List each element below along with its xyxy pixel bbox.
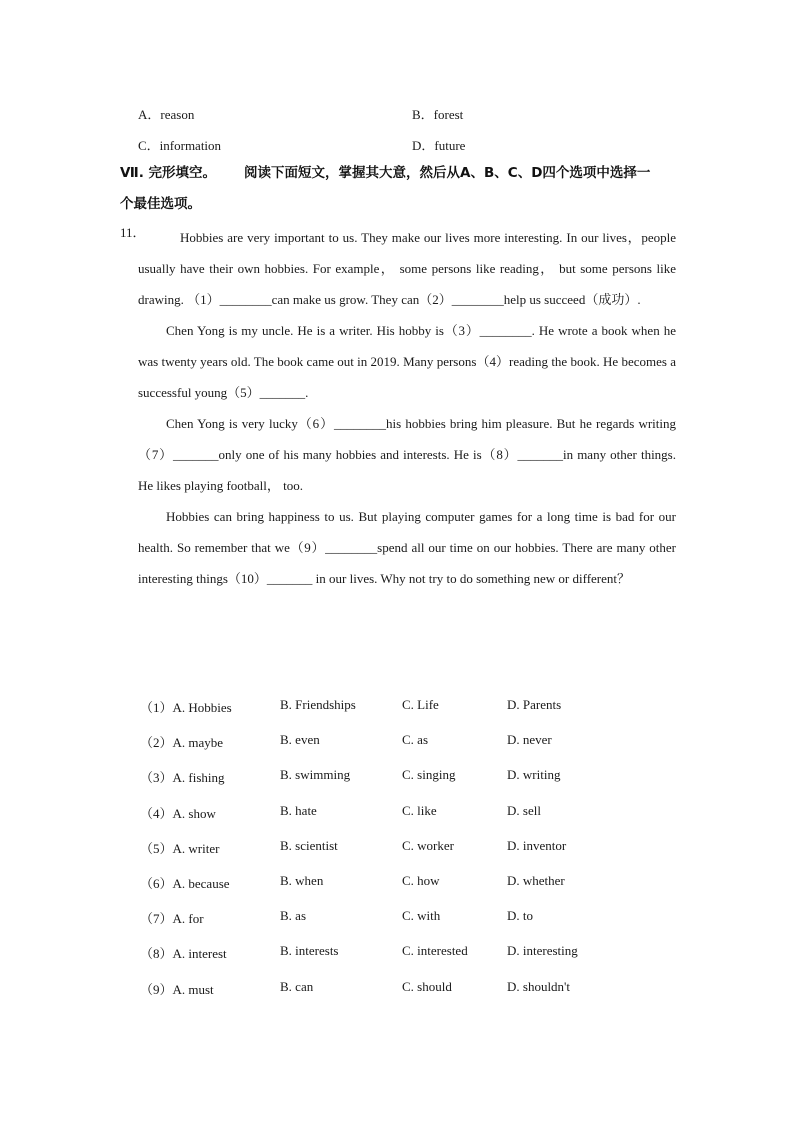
choice-c: C. should [402, 978, 452, 994]
choice-a: （5）A. writer [140, 840, 220, 856]
choice-d: D. sell [507, 802, 541, 818]
choice-row [140, 943, 680, 978]
prev-options-row [138, 135, 678, 155]
choice-a: （9）A. must [140, 981, 214, 997]
choice-a: （7）A. for [140, 911, 204, 927]
option-b: B．forest [412, 107, 464, 122]
choice-a: （1）A. Hobbies [140, 700, 232, 715]
choice-c: C. how [402, 872, 440, 888]
choice-c: C. like [402, 802, 437, 818]
choice-b: B. when [280, 872, 324, 888]
choice-d: D. whether [507, 872, 565, 888]
choice-row [140, 979, 680, 1014]
choice-d: D. Parents [507, 697, 562, 712]
choice-row [140, 732, 680, 767]
choice-d: D. interesting [507, 943, 578, 959]
choice-c: C. worker [402, 837, 454, 853]
section-instruction: 阅读下面短文，掌握其大意，然后从A、B、C、D四个选项中选择一 [244, 165, 651, 181]
choice-row [140, 873, 680, 908]
choice-a: （6）A. because [140, 875, 230, 891]
passage-paragraph: Chen Yong is very lucky（6）________his hobbies bring him pleasure. But he regards writing（7）_______only one of his many hobbies and interests. He is（8）_______in many other things. He likes playing football， too. [138, 416, 676, 493]
choice-a: （3）A. fishing [140, 770, 225, 786]
choice-b: B. interests [280, 943, 339, 959]
choice-row [140, 697, 680, 732]
passage-paragraph: Hobbies can bring happiness to us. But playing computer games for a long time is bad for our health. So remember that we（9）________spend all our time on our hobbies. There are many other interesting things（10）_______ in our lives. Why not try to do something new or different？ [138, 509, 676, 586]
option-a: A．reason [138, 107, 195, 122]
question-passage [120, 222, 676, 594]
choice-d: D. shouldn't [507, 978, 571, 994]
choice-c: C. interested [402, 943, 468, 959]
choice-d: D. never [507, 732, 552, 748]
option-c: C．information [138, 138, 222, 153]
section-instruction-cont: 个最佳选项。 [120, 196, 201, 212]
choice-a: （4）A. show [140, 805, 216, 821]
choice-c: C. singing [402, 767, 456, 783]
question-number: 11． [120, 225, 146, 240]
choice-b: B. scientist [280, 837, 338, 853]
choice-row [140, 908, 680, 943]
choice-b: B. swimming [280, 767, 351, 783]
choice-b: B. Friendships [280, 697, 356, 712]
choice-row [140, 803, 680, 838]
choice-b: B. as [280, 908, 306, 924]
choice-c: C. with [402, 908, 441, 924]
choice-b: B. even [280, 732, 320, 748]
choice-c: C. as [402, 732, 428, 748]
section-title: Ⅶ. 完形填空。 [120, 165, 217, 181]
choice-d: D. inventor [507, 837, 567, 853]
choice-d: D. to [507, 908, 533, 924]
prev-options-row [138, 104, 678, 124]
choice-b: B. hate [280, 802, 317, 818]
choice-a: （2）A. maybe [140, 735, 224, 751]
option-d: D．future [412, 138, 466, 153]
choice-a: （8）A. interest [140, 946, 227, 962]
passage-paragraph: Chen Yong is my uncle. He is a writer. His hobby is（3）________. He wrote a book when he was twenty years old. The book came out in 2019. Many persons（4）reading the book. He becomes a successful young（5）_______. [138, 323, 676, 400]
passage-paragraph: Hobbies are very important to us. They make our lives more interesting. In our lives，people usually have their own hobbies. For example， some persons like reading， but some persons like drawing. （1）________can make us grow. They can（2）________help us succeed（成功）. [138, 230, 676, 307]
choice-c: C. Life [402, 697, 439, 712]
section-heading [120, 158, 680, 220]
choice-b: B. can [280, 978, 314, 994]
choice-d: D. writing [507, 767, 561, 783]
answer-choices [140, 697, 680, 1014]
choice-row [140, 838, 680, 873]
choice-row [140, 767, 680, 802]
